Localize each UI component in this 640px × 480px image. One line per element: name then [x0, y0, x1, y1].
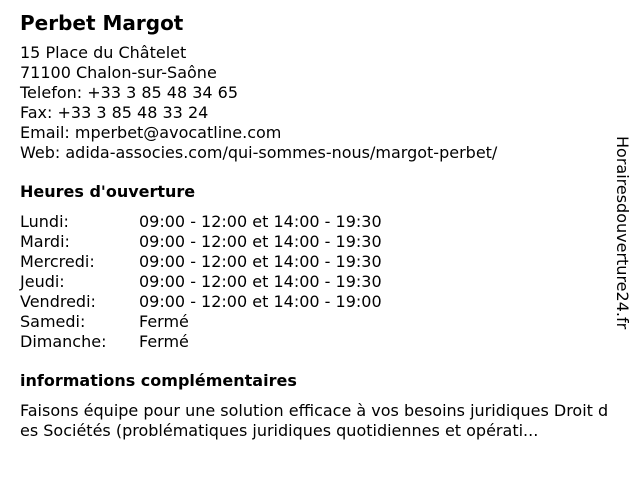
day-label: Jeudi:	[20, 272, 65, 291]
web-line: Web: adida-associes.com/qui-sommes-nous/margot-perbet/	[20, 143, 498, 162]
site-watermark: Horairesdouverture24.fr	[613, 136, 632, 330]
hours-table	[20, 212, 615, 352]
street-address: 15 Place du Châtelet	[20, 43, 187, 62]
time-value: 09:00 - 12:00 et 14:00 - 19:00	[139, 292, 382, 311]
time-value: 09:00 - 12:00 et 14:00 - 19:30	[139, 212, 382, 231]
phone-line: Telefon: +33 3 85 48 34 65	[20, 83, 239, 102]
email-line: Email: mperbet@avocatline.com	[20, 123, 282, 142]
hours-row-saturday	[20, 312, 615, 332]
hours-row-sunday	[20, 332, 615, 352]
business-name: Perbet Margot	[20, 11, 184, 35]
day-label: Mercredi:	[20, 252, 95, 271]
day-label: Lundi:	[20, 212, 69, 231]
city-address: 71100 Chalon-sur-Saône	[20, 63, 217, 82]
hours-row-friday	[20, 292, 615, 312]
day-label: Vendredi:	[20, 292, 96, 311]
day-label: Dimanche:	[20, 332, 107, 351]
day-label: Samedi:	[20, 312, 86, 331]
time-value: Fermé	[139, 312, 189, 331]
time-value: Fermé	[139, 332, 189, 351]
hours-row-tuesday	[20, 232, 615, 252]
fax-line: Fax: +33 3 85 48 33 24	[20, 103, 209, 122]
info-title: informations complémentaires	[20, 371, 297, 390]
info-description: Faisons équipe pour une solution efficace à vos besoins juridiques Droit des Sociétés (problématiques juridiques quotidiennes et opérati...	[20, 401, 609, 440]
hours-row-monday	[20, 212, 615, 232]
contact-block	[20, 43, 615, 163]
hours-title: Heures d'ouverture	[20, 182, 196, 201]
time-value: 09:00 - 12:00 et 14:00 - 19:30	[139, 272, 382, 291]
time-value: 09:00 - 12:00 et 14:00 - 19:30	[139, 232, 382, 251]
hours-row-wednesday	[20, 252, 615, 272]
day-label: Mardi:	[20, 232, 70, 251]
hours-row-thursday	[20, 272, 615, 292]
time-value: 09:00 - 12:00 et 14:00 - 19:30	[139, 252, 382, 271]
business-card	[20, 10, 615, 441]
